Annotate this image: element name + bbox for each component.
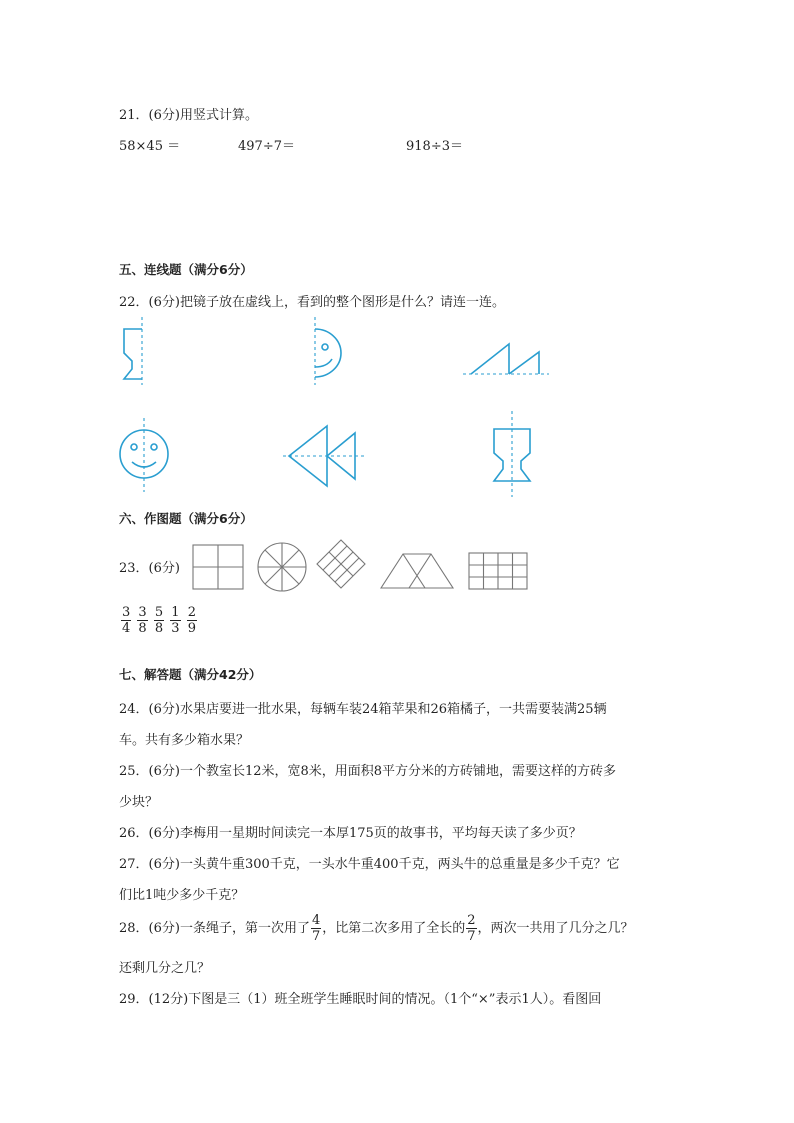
half-smiley-figure bbox=[305, 317, 355, 387]
section-6-title: 六、作图题（满分6分） bbox=[119, 511, 253, 526]
q25-line-1: 25．(6分)一个教室长12米，宽8米，用面积8平方分米的方砖铺地，需要这样的方砖多 bbox=[119, 764, 617, 779]
section-5-title: 五、连线题（满分6分） bbox=[119, 262, 253, 277]
fraction: $\frac{2}{9}$ bbox=[187, 605, 196, 636]
q28-line-2: 还剩几分之几？ bbox=[119, 961, 211, 976]
q25-line-2: 少块？ bbox=[119, 795, 159, 810]
fraction-list bbox=[120, 606, 198, 635]
q26-line-1: 26．(6分)李梅用一星期时间读完一本厚175页的故事书，平均每天读了多少页？ bbox=[119, 826, 582, 841]
fraction: $\frac{5}{8}$ bbox=[154, 605, 164, 636]
q28-line-1 bbox=[119, 912, 634, 946]
q24-line-2: 车。共有多少箱水果？ bbox=[119, 733, 250, 748]
q21-item-2: 497÷7＝ bbox=[238, 139, 295, 154]
section-7-title: 七、解答题（满分42分） bbox=[119, 667, 262, 682]
fraction: $\frac{3}{8}$ bbox=[138, 605, 147, 636]
q27-line-1: 27．(6分)一头黄牛重300千克，一头水牛重400千克，两头牛的总重量是多少千克？它 bbox=[119, 857, 620, 872]
q22-label: 22．(6分)把镜子放在虚线上，看到的整个图形是什么？请连一连。 bbox=[119, 295, 505, 310]
rectangle-grid-shape bbox=[468, 552, 528, 590]
triangle-row-shape bbox=[380, 552, 456, 590]
half-triangles-figure bbox=[463, 340, 553, 380]
q28-text-part-3: ，两次一共用了几分之几？ bbox=[477, 921, 634, 936]
q24-line-1: 24．(6分)水果店要进一批水果，每辆车装24箱苹果和26箱橘子，一共需要装满25辆 bbox=[119, 702, 607, 717]
fraction: $\frac{1}{3}$ bbox=[171, 605, 180, 636]
full-cup-figure bbox=[490, 411, 534, 499]
q21-label: 21．(6分)用竖式计算。 bbox=[119, 108, 258, 123]
double-arrow-figure bbox=[283, 423, 369, 489]
smiley-face-figure bbox=[119, 418, 171, 494]
fraction: $\frac{4}{7}$ bbox=[311, 913, 321, 944]
square-quarters-shape bbox=[192, 544, 244, 590]
rhombus-grid-shape bbox=[315, 538, 367, 590]
q28-text-part-2: ，比第二次多用了全长的 bbox=[322, 921, 466, 936]
q27-line-2: 们比1吨少多少千克？ bbox=[119, 888, 245, 903]
q23-label: 23．(6分) bbox=[119, 561, 180, 576]
circle-eighths-shape bbox=[256, 541, 308, 593]
q28-text-part-1: 28．(6分)一条绳子，第一次用了 bbox=[119, 921, 310, 936]
half-cup-figure bbox=[118, 317, 158, 387]
q21-item-3: 918÷3＝ bbox=[406, 139, 463, 154]
q29-line-1: 29．(12分)下图是三（1）班全班学生睡眠时间的情况。（1个“×”表示1人）。看图回 bbox=[119, 992, 602, 1007]
fraction: $\frac{2}{7}$ bbox=[467, 913, 476, 944]
fraction: $\frac{3}{4}$ bbox=[122, 605, 131, 636]
q21-item-1: 58×45 ＝ bbox=[119, 139, 181, 154]
